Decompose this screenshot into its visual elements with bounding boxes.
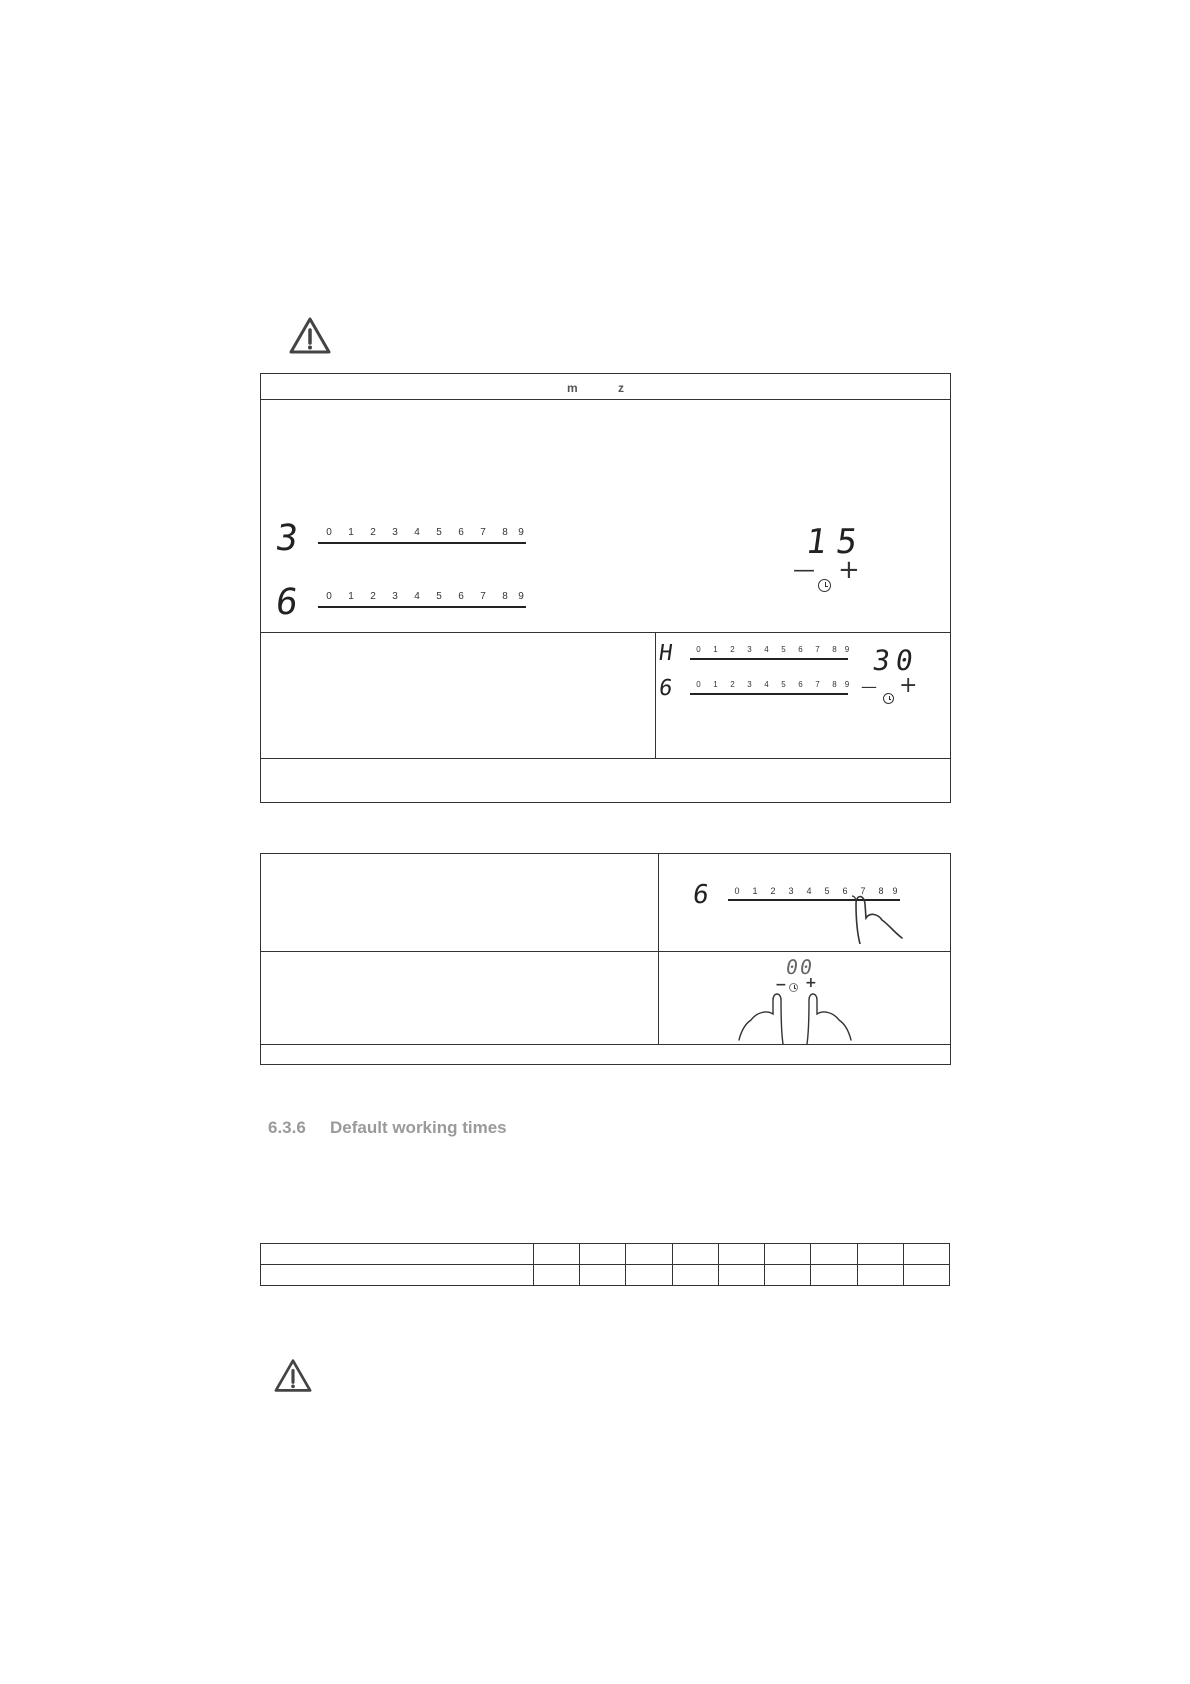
section-heading — [268, 1118, 507, 1138]
slider-digit: 6 — [458, 527, 464, 538]
timer-plus-button[interactable]: + — [899, 673, 918, 698]
table-divider — [260, 1044, 951, 1045]
slider-digit: 3 — [392, 591, 398, 602]
power-slider-zone-a[interactable] — [690, 645, 848, 659]
table-cell — [718, 1265, 764, 1286]
zone-a-level-display: H — [657, 641, 675, 666]
table-cell — [626, 1265, 672, 1286]
table-cell — [534, 1244, 580, 1265]
timer-minus-button[interactable]: — — [793, 558, 815, 583]
slider-digit: 8 — [878, 886, 884, 896]
slider-bar — [318, 606, 526, 608]
slider-digit: 9 — [518, 591, 524, 602]
zone-level-display: 6 — [690, 880, 711, 910]
slider-digit: 7 — [815, 680, 820, 689]
slider-digit: 1 — [348, 591, 354, 602]
slider-digit: 7 — [480, 527, 486, 538]
header-glyph: z — [618, 381, 624, 395]
clock-icon — [818, 579, 831, 592]
table-cell — [903, 1265, 949, 1286]
table-cell — [580, 1265, 626, 1286]
slider-digit: 2 — [770, 886, 776, 896]
slider-digit: 5 — [824, 886, 830, 896]
table-divider — [260, 632, 951, 633]
table-divider — [260, 951, 951, 952]
slider-digit: 0 — [734, 886, 740, 896]
slider-digit: 2 — [370, 527, 376, 538]
timer-instructions-table — [260, 373, 951, 803]
slider-digit: 2 — [730, 680, 735, 689]
header-glyph: m — [567, 381, 578, 395]
clock-icon — [883, 693, 894, 704]
table-cell — [811, 1244, 857, 1265]
two-fingers-icon — [735, 986, 855, 1044]
slider-digit: 4 — [764, 645, 769, 654]
table-cell — [811, 1265, 857, 1286]
timer-minus-button[interactable]: — — [861, 677, 877, 696]
slider-digit: 0 — [696, 680, 701, 689]
table-divider — [260, 399, 951, 400]
slider-digit: 0 — [326, 527, 332, 538]
slider-digit: 7 — [815, 645, 820, 654]
slider-digit: 6 — [458, 591, 464, 602]
timer-display: 15 — [803, 522, 870, 562]
slider-bar — [690, 658, 848, 660]
table-divider — [655, 632, 656, 758]
timer-minus-button[interactable]: − — [775, 977, 787, 993]
slider-digit: 6 — [798, 645, 803, 654]
slider-digit: 6 — [842, 886, 848, 896]
timer-plus-button[interactable]: + — [838, 555, 860, 585]
slider-digit: 8 — [502, 591, 508, 602]
warning-icon — [273, 1358, 313, 1394]
slider-digit: 1 — [752, 886, 758, 896]
table-cell — [580, 1244, 626, 1265]
slider-digit: 4 — [764, 680, 769, 689]
table-cell — [534, 1265, 580, 1286]
zone-b-level-display: 6 — [273, 582, 305, 623]
slider-digit: 1 — [713, 680, 718, 689]
table-cell — [672, 1265, 718, 1286]
table-divider — [658, 853, 659, 1044]
table-divider — [260, 758, 951, 759]
slider-digit: 7 — [480, 591, 486, 602]
slider-digit: 8 — [832, 680, 837, 689]
timer-plus-button[interactable]: + — [805, 975, 817, 991]
slider-bar — [690, 693, 848, 695]
slider-digit: 3 — [747, 645, 752, 654]
slider-digit: 1 — [713, 645, 718, 654]
slider-digit: 5 — [781, 680, 786, 689]
slider-digit: 9 — [844, 680, 850, 689]
power-slider-zone-b[interactable] — [318, 591, 526, 607]
slider-digit: 8 — [832, 645, 837, 654]
table-cell — [261, 1265, 534, 1286]
default-working-times-table — [260, 1243, 950, 1286]
table-cell — [672, 1244, 718, 1265]
section-number: 6.3.6 — [268, 1118, 306, 1137]
zone-a-level-display: 3 — [273, 518, 305, 559]
slider-digit: 9 — [844, 645, 850, 654]
timer-display: 30 — [870, 644, 922, 677]
slider-digit: 8 — [502, 527, 508, 538]
slider-digit: 3 — [788, 886, 794, 896]
slider-digit: 2 — [730, 645, 735, 654]
slider-bar — [318, 542, 526, 544]
table-cell — [626, 1244, 672, 1265]
table-cell — [765, 1265, 811, 1286]
table-cell — [765, 1244, 811, 1265]
finger-touch-icon — [844, 888, 910, 944]
slider-digit: 0 — [696, 645, 701, 654]
slider-digit: 5 — [436, 591, 442, 602]
slider-digit: 6 — [798, 680, 803, 689]
slider-digit: 5 — [781, 645, 786, 654]
slider-digit: 7 — [860, 886, 866, 896]
table-row — [261, 1244, 950, 1265]
slider-digit: 3 — [747, 680, 752, 689]
table-cell — [857, 1265, 903, 1286]
slider-digit: 4 — [414, 591, 420, 602]
slider-digit: 0 — [326, 591, 332, 602]
warning-icon — [288, 316, 332, 356]
slider-digit: 1 — [348, 527, 354, 538]
table-row — [261, 1265, 950, 1286]
zone-b-level-display: 6 — [657, 676, 675, 701]
table-cell — [261, 1244, 534, 1265]
table-cell — [903, 1244, 949, 1265]
slider-digit: 4 — [806, 886, 812, 896]
slider-digit: 9 — [518, 527, 524, 538]
power-slider-zone-a[interactable] — [318, 527, 526, 543]
power-slider-zone-b[interactable] — [690, 680, 848, 694]
slider-digit: 9 — [892, 886, 898, 896]
timer-display: 00 — [784, 955, 816, 979]
table-cell — [857, 1244, 903, 1265]
section-title: Default working times — [330, 1118, 507, 1137]
slider-digit: 4 — [414, 527, 420, 538]
table-cell — [718, 1244, 764, 1265]
slider-digit: 3 — [392, 527, 398, 538]
slider-digit: 5 — [436, 527, 442, 538]
slider-digit: 2 — [370, 591, 376, 602]
